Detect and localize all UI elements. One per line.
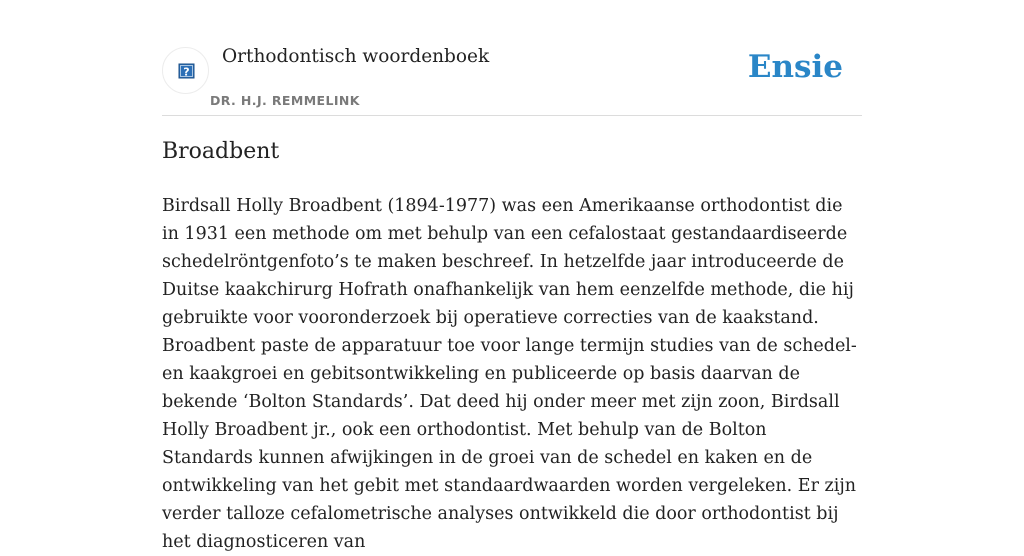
article-title: Broadbent [162,139,280,164]
question-mark-book-icon [163,48,208,93]
book-author[interactable]: DR. H.J. REMMELINK [210,93,360,108]
book-header [162,40,862,116]
article-body: Birdsall Holly Broadbent (1894-1977) was een Amerikaanse orthodontist die in 1931 een methode om met behulp van een cefalostaat gestandaardiseerde schedelröntgenfoto’s te maken beschreef. In hetzelfde jaar introduceerde de Duitse kaakchirurg Hofrath onafhankelijk van hem eenzelfde methode, die hij gebruikte voor vooronderzoek bij operatieve correcties van de kaakstand. Broadbent paste de apparatuur toe voor lange termijn studies van de schedel- en kaakgroei en gebitsontwikkeling en publiceerde op basis daarvan de bekende ‘Bolton Standards’. Dat deed hij onder meer met zijn zoon, Birdsall Holly Broadbent jr., ook een orthodontist. Met behulp van de Bolton Standards kunnen afwijkingen in de groei van de schedel en kaken en de ontwikkeling van het gebit met standaardwaarden worden vergeleken. Er zijn verder talloze cefalometrische analyses ontwikkeld die door orthodontist bij het diagnosticeren van [162,196,857,552]
book-title[interactable]: Orthodontisch woordenboek [222,46,490,67]
ensie-logo[interactable]: Ensie [747,49,843,85]
book-cover-icon[interactable] [162,47,209,94]
svg-text:?: ? [183,65,190,79]
